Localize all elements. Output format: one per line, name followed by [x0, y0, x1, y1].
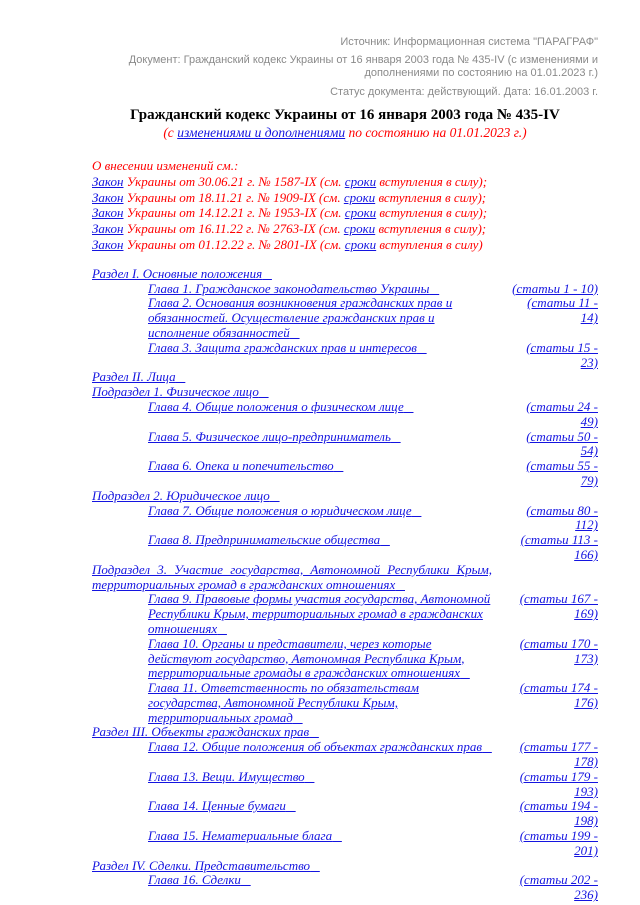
toc-articles-link[interactable]: (статьи 50 - 54)	[526, 428, 598, 459]
toc-row	[92, 829, 598, 859]
toc-chapter-link[interactable]: Глава 8. Предпринимательские общества	[148, 532, 381, 548]
toc-row	[92, 385, 598, 400]
toc-articles-link[interactable]: (статьи 55 - 79)	[526, 458, 598, 488]
toc-section-link[interactable]: Раздел IV. Сделки. Представительство	[92, 857, 311, 873]
toc-chapter-link[interactable]: Глава 6. Опека и попечительство	[148, 458, 334, 474]
toc-chapter-link[interactable]: Глава 16. Сделки	[148, 872, 241, 888]
toc-articles-link[interactable]: (статьи 11 - 14)	[527, 295, 598, 326]
toc-chapter-link[interactable]: Глава 1. Гражданское законодательство Украины	[148, 280, 430, 296]
toc-articles-link[interactable]: (статьи 199 - 201)	[519, 828, 598, 858]
toc-row	[92, 681, 598, 725]
amendments-block	[92, 158, 598, 253]
toc-articles-link[interactable]: (статьи 194 - 198)	[519, 798, 598, 829]
amendment-text: вступления в силу)	[376, 236, 483, 252]
document-title: Гражданский кодекс Украины от 16 января 2003 года № 435-IV	[130, 107, 560, 123]
toc-articles-link[interactable]: (статьи 174 - 176)	[519, 680, 598, 710]
amendment-text: Украины от 01.12.22 г. № 2801-IX (см.	[123, 236, 345, 252]
meta-document: Документ: Гражданский кодекс Украины от 16 января 2003 года № 435-IV (с изменениями и дополнениями по состоянию на 01.01.2023 г.)	[128, 53, 598, 79]
law-link[interactable]: Закон	[92, 205, 124, 221]
toc-row	[92, 341, 598, 371]
toc-row	[92, 504, 598, 534]
toc-row	[92, 725, 598, 740]
law-link[interactable]: Закон	[92, 189, 124, 205]
toc-row	[92, 637, 598, 681]
subtitle-prefix: (с	[163, 125, 178, 140]
toc-row	[92, 873, 598, 903]
toc-row	[92, 592, 598, 636]
toc-chapter-link[interactable]: Глава 7. Общие положения о юридическом лице	[148, 502, 412, 518]
amendment-text: вступления в силу);	[375, 221, 487, 237]
terms-link[interactable]: сроки	[344, 236, 377, 252]
toc-row	[92, 400, 598, 430]
amendments-link[interactable]: изменениями и дополнениями	[177, 125, 346, 140]
toc-articles-link[interactable]: (статьи 15 - 23)	[526, 339, 598, 370]
toc-chapter-link[interactable]: Глава 5. Физическое лицо-предприниматель	[148, 428, 391, 444]
toc-chapter-link[interactable]: Глава 2. Основания возникновения гражданских прав и обязанностей. Осуществление гражданских прав и исполнение обязанностей	[148, 295, 453, 340]
amendment-text: вступления в силу);	[376, 205, 488, 221]
toc-section-link[interactable]: Раздел II. Лица	[92, 369, 176, 385]
toc-chapter-link[interactable]: Глава 10. Органы и представители, через которые действуют государство, Автономная Республика Крым, территориальные громады в гражданских отношениях	[148, 635, 465, 681]
toc-row	[92, 459, 598, 489]
toc-articles-link[interactable]: (статьи 24 - 49)	[526, 398, 598, 429]
toc-section-link[interactable]: Подраздел 1. Физическое лицо	[92, 384, 259, 400]
meta-source: Источник: Информационная система "ПАРАГРАФ"	[340, 36, 598, 48]
amendment-text: вступления в силу);	[375, 189, 487, 205]
toc-row	[92, 489, 598, 504]
law-link[interactable]: Закон	[92, 221, 124, 237]
amendment-item	[92, 237, 598, 253]
toc-section-link[interactable]: Подраздел 2. Юридическое лицо	[92, 487, 270, 503]
toc-row	[92, 740, 598, 770]
document-subtitle	[92, 125, 598, 141]
amendment-text: Украины от 16.11.22 г. № 2763-IX (см.	[123, 221, 344, 237]
toc-chapter-link[interactable]: Глава 3. Защита гражданских прав и интересов	[148, 339, 417, 355]
toc-row	[92, 770, 598, 800]
toc-row	[92, 296, 598, 340]
toc-row	[92, 563, 598, 593]
amendment-text: Украины от 18.11.21 г. № 1909-IX (см.	[123, 189, 344, 205]
amendment-item	[92, 174, 598, 190]
amendment-item	[92, 205, 598, 221]
terms-link[interactable]: сроки	[344, 205, 377, 221]
amendment-text: Украины от 30.06.21 г. № 1587-IX (см.	[123, 173, 345, 189]
toc-chapter-link[interactable]: Глава 14. Ценные бумаги	[148, 798, 286, 814]
amendment-text: вступления в силу);	[376, 173, 488, 189]
amendments-intro: О внесении изменений см.:	[92, 158, 239, 173]
document-meta	[92, 36, 598, 99]
toc-articles-link[interactable]: (статьи 202 - 236)	[519, 872, 598, 903]
meta-status: Статус документа: действующий. Дата: 16.01.2003 г.	[330, 85, 598, 98]
toc-row	[92, 370, 598, 385]
toc-articles-link[interactable]: (статьи 80 - 112)	[526, 502, 598, 533]
toc-row	[92, 799, 598, 829]
toc-articles-link[interactable]: (статьи 177 - 178)	[519, 739, 598, 770]
amendment-text: Украины от 14.12.21 г. № 1953-IX (см.	[123, 205, 345, 221]
toc-chapter-link[interactable]: Глава 4. Общие положения о физическом лице	[148, 398, 404, 414]
toc-chapter-link[interactable]: Глава 12. Общие положения об объектах гражданских прав	[148, 739, 483, 755]
law-link[interactable]: Закон	[92, 173, 124, 189]
toc-section-link[interactable]: Раздел I. Основные положения	[92, 265, 263, 281]
toc-articles-link[interactable]: (статьи 167 - 169)	[519, 591, 598, 622]
toc-row	[92, 282, 598, 297]
table-of-contents	[92, 267, 598, 903]
subtitle-suffix: по состоянию на 01.01.2023 г.)	[345, 125, 527, 140]
toc-chapter-link[interactable]: Глава 11. Ответственность по обязательствам государства, Автономной Республики Крым, территориальных громад	[148, 680, 419, 725]
toc-articles-link[interactable]: (статьи 170 - 173)	[519, 635, 598, 666]
toc-articles-link[interactable]: (статьи 179 - 193)	[519, 768, 598, 799]
toc-section-link[interactable]: Раздел III. Объекты гражданских прав	[92, 724, 310, 740]
toc-row	[92, 859, 598, 874]
terms-link[interactable]: сроки	[343, 189, 376, 205]
toc-chapter-link[interactable]: Глава 9. Правовые формы участия государства, Автономной Республики Крым, территориальных громад в гражданских отношениях	[148, 591, 491, 636]
toc-row	[92, 533, 598, 563]
terms-link[interactable]: сроки	[343, 221, 376, 237]
toc-chapter-link[interactable]: Глава 15. Нематериальные блага	[148, 828, 333, 844]
terms-link[interactable]: сроки	[344, 173, 377, 189]
toc-row	[92, 267, 598, 282]
toc-chapter-link[interactable]: Глава 13. Вещи. Имущество	[148, 768, 305, 784]
amendment-item	[92, 221, 598, 237]
toc-section-link[interactable]: Подраздел 3. Участие государства, Автономной Республики Крым, территориальных громад в гражданских отношениях	[92, 561, 492, 592]
law-link[interactable]: Закон	[92, 236, 124, 252]
toc-row	[92, 430, 598, 460]
toc-articles-link[interactable]: (статьи 1 - 10)	[512, 280, 598, 296]
amendment-item	[92, 190, 598, 206]
toc-articles-link[interactable]: (статьи 113 - 166)	[520, 532, 598, 562]
